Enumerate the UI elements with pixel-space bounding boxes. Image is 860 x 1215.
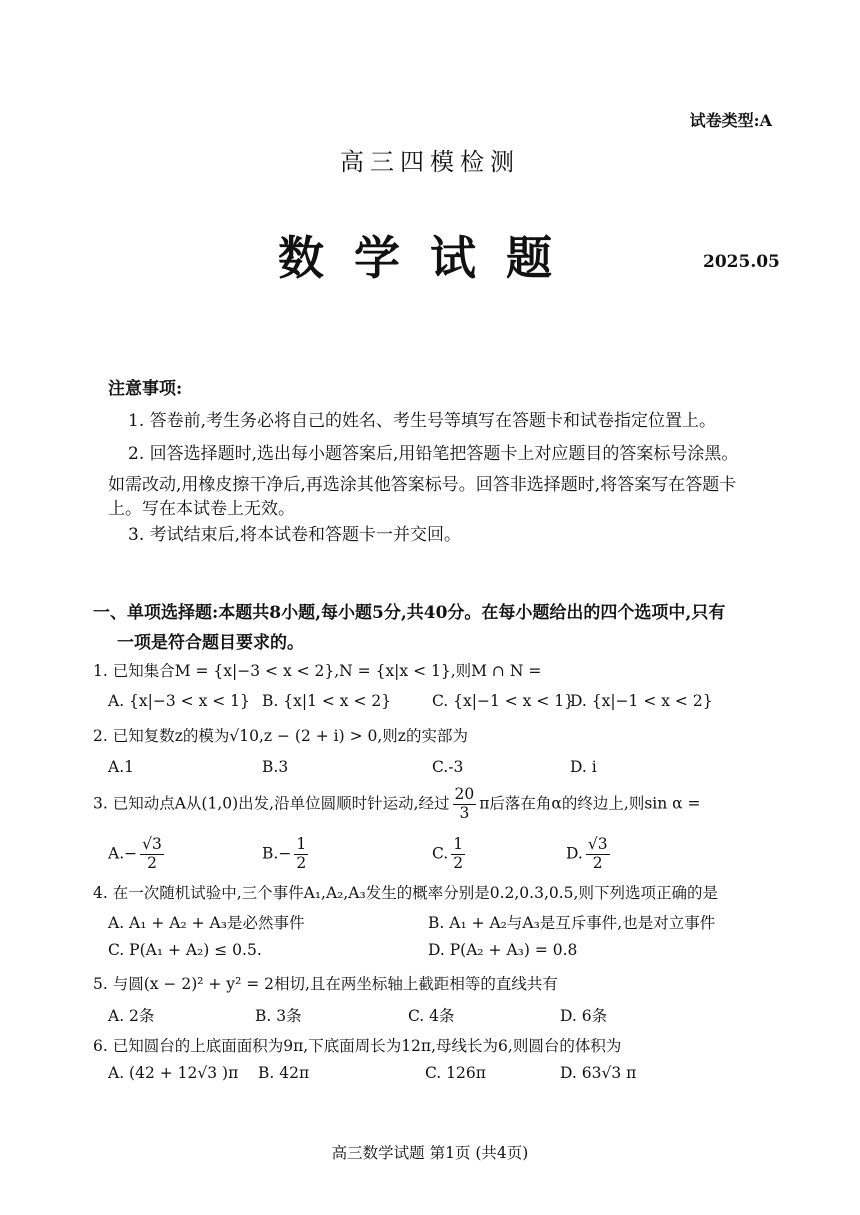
option-c: C. P(A₁ + A₂) ≤ 0.5. [108,941,262,959]
notice-line: 如需改动,用橡皮擦干净后,再选涂其他答案标号。回答非选择题时,将答案写在答题卡 [108,475,737,495]
fraction-denominator: 2 [592,853,603,872]
notice-heading: 注意事项: [108,379,183,399]
option-d: D. P(A₂ + A₃) = 0.8 [428,941,578,959]
option-a: A. {x|−3 < x < 1} [108,692,250,710]
option-b: B. {x|1 < x < 2} [262,692,392,710]
notice-line: 上。写在本试卷上无效。 [108,499,295,519]
option-a: A. (42 + 12√3 )π [108,1064,239,1082]
option-b: B. 3条 [255,1007,302,1025]
option-c: C. 126π [425,1064,486,1082]
option-c: C. {x|−1 < x < 1} [432,692,574,710]
option-label: B. [262,844,279,863]
fraction [586,836,610,873]
notice-line: 1. 答卷前,考生务必将自己的姓名、考生号等填写在答题卡和试卷指定位置上。 [128,411,717,431]
option-b: B. A₁ + A₂与A₃是互斥事件,也是对立事件 [428,914,716,932]
option-d: D. 63√3 π [560,1064,637,1082]
section-title-cont: 一项是符合题目要求的。 [117,633,304,653]
fraction-numerator: √3 [587,835,608,853]
question-stem: 6. 已知圆台的上底面面积为9π,下底面周长为12π,母线长为6,则圆台的体积为 [93,1037,622,1055]
section-title: 一、单项选择题:本题共8小题,每小题5分,共40分。在每小题给出的四个选项中,只有 [93,603,726,623]
notice-line: 3. 考试结束后,将本试卷和答题卡一并交回。 [128,525,462,545]
option-c: C. 4条 [408,1007,455,1025]
paper-type-label: 试卷类型:A [689,111,772,130]
page-footer: 高三数学试题 第1页 (共4页) [331,1144,529,1162]
option-sign: − [124,844,138,863]
fraction [140,836,164,873]
notice-line: 2. 回答选择题时,选出每小题答案后,用铅笔把答题卡上对应题目的答案标号涂黑。 [128,444,739,464]
exam-title: 高三四模检测 [340,148,520,176]
option-label: C. [432,844,449,863]
option-b: B.3 [262,758,289,776]
fraction-numerator: √3 [142,835,162,853]
question-stem: 1. 已知集合M = {x|−3 < x < 2},N = {x|x < 1},则M ∩ N = [93,662,542,680]
question-stem: 4. 在一次随机试验中,三个事件A₁,A₂,A₃发生的概率分别是0.2,0.3,0.5,则下列选项正确的是 [93,884,718,902]
option-b [262,836,311,873]
exam-date: 2025.05 [703,252,780,272]
subject-title: 数学试题 [278,231,582,285]
option-d: D. 6条 [560,1007,608,1025]
fraction [453,786,477,823]
option-a: A. 2条 [108,1007,155,1025]
fraction [451,836,465,873]
option-a [108,836,167,873]
option-c [432,836,468,873]
fraction-denominator: 3 [459,803,470,822]
option-label: A. [108,844,125,863]
fraction-numerator: 20 [454,785,475,803]
option-sign: − [278,844,292,863]
option-a: A. A₁ + A₂ + A₃是必然事件 [108,914,305,932]
stem-text: π后落在角α的终边上,则sin α = [479,794,701,813]
option-label: D. [566,844,583,863]
option-d [566,836,613,873]
fraction-denominator: 2 [453,853,464,872]
option-d: D. {x|−1 < x < 2} [570,692,713,710]
fraction-numerator: 1 [453,835,464,853]
question-stem [93,786,701,823]
fraction-numerator: 1 [296,835,307,853]
stem-text: 3. 已知动点A从(1,0)出发,沿单位圆顺时针运动,经过 [93,794,450,813]
fraction-denominator: 2 [147,853,157,872]
option-a: A.1 [108,758,134,776]
option-d: D. i [570,758,597,776]
question-stem: 2. 已知复数z的模为√10,z − (2 + i) > 0,则z的实部为 [93,727,468,745]
fraction-denominator: 2 [296,853,307,872]
question-stem: 5. 与圆(x − 2)² + y² = 2相切,且在两坐标轴上截距相等的直线共有 [93,975,558,993]
option-c: C.-3 [432,758,464,776]
option-b: B. 42π [258,1064,310,1082]
fraction [294,836,308,873]
